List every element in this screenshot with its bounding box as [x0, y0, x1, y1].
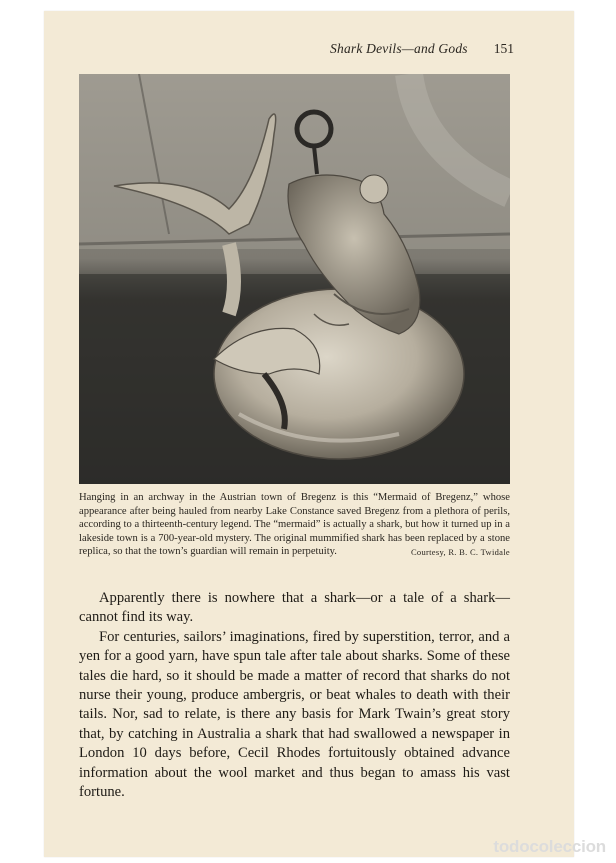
paragraph-2: For centuries, sailors’ imaginations, fired by superstition, terror, and a yen for a good yarn, have spun tale after tale about sharks. Some of these tales die hard, so it should be made a matter of record that sharks do not nurse their young, produce ambergris, or beat whales to death with their tails. Nor, sad to relate, is there any basis for Mark Twain’s great story that, by catching in Australia a shark that had swallowed a newspaper in London 10 days before, Cecil Rhodes fortuitously obtained advance information about the wool market and thus began to amass his vast fortune. [79, 628, 510, 801]
mermaid-photo-image [79, 74, 510, 484]
book-page [44, 11, 574, 857]
page-number: 151 [493, 41, 514, 56]
caption-text: Hanging in an archway in the Austrian town of Bregenz is this “Mermaid of Bregenz,” whose appearance after being hauled from nearby Lake Constance saved Bregenz from a plethora of perils, according to a thirteenth-century legend. The “mermaid” is actually a shark, but how it turned up in a lakeside town is a 700-year-old mystery. The original mummified shark has been replaced by a stone replica, so that the town’s guardian will remain in perpetuity. [79, 492, 510, 558]
mermaid-photo [79, 74, 510, 484]
paragraph-1: Apparently there is nowhere that a shark—or a tale of a shark—cannot find its way. [79, 590, 510, 626]
running-head-title: Shark Devils—and Gods [330, 41, 468, 56]
figure-caption [79, 491, 510, 560]
photo-credit: Courtesy, R. B. C. Twidale [410, 547, 510, 558]
running-head [330, 41, 514, 57]
watermark-logo: todocoleccion [493, 837, 606, 856]
body-text [79, 589, 510, 802]
